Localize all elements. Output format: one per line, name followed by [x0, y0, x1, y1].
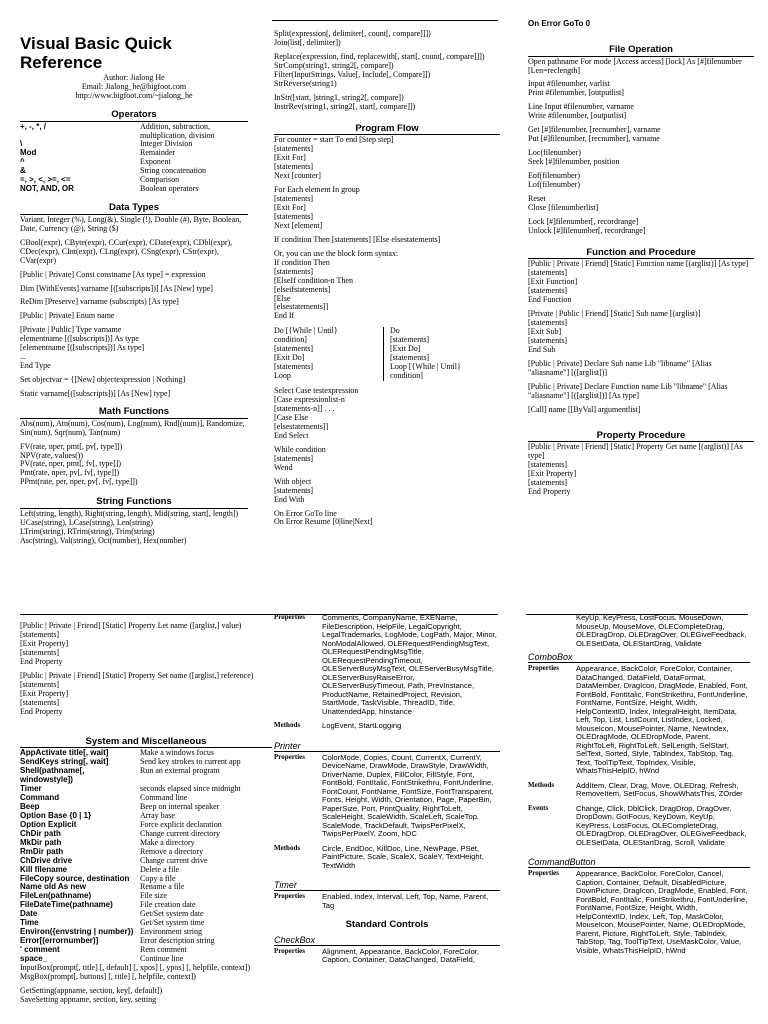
top-column-1: [20, 34, 248, 546]
bottom-column-2: [274, 614, 500, 971]
author-line: Author: Jialong He: [103, 73, 165, 83]
data-type-line: [Public | Private] Const constname [As type] = expression: [20, 269, 206, 279]
property-procedure-line: [statements]: [20, 679, 60, 689]
file-operation-line: Eof(filenumber): [528, 171, 580, 181]
operators-table: [20, 123, 248, 195]
do-loop-line: Loop: [274, 371, 291, 381]
program-flow-line: [elsestatements]]: [274, 302, 329, 312]
on-error-goto-0: On Error GoTo 0: [528, 19, 591, 28]
file-operation-line: Unlock [#]filenumber[, recordrange]: [528, 225, 646, 235]
do-loop-line: Loop [{While | Until}: [390, 362, 461, 372]
property-procedure-line: [Public | Private | Friend] [Static] Property Get name [(arglist)] [As type]: [528, 442, 743, 461]
do-loop-posttest: [390, 327, 500, 381]
file-operation-line: Close [filenumberlist]: [528, 202, 599, 212]
operator-description: Exponent: [140, 157, 171, 167]
system-description: Rename a file: [140, 882, 185, 892]
system-command: Date: [20, 909, 38, 919]
property-procedure-line: [Exit Property]: [20, 638, 69, 648]
data-type-line: Dim [WithEvents] varname [([subscripts])] [As [New] type]: [20, 283, 213, 293]
system-description: File creation date: [140, 900, 196, 910]
member-list: Alignment, Appearance, BackColor, ForeColor, Caption, Container, DataChanged, DataField,: [322, 946, 480, 965]
member-kind: Methods: [274, 721, 301, 729]
system-command: FileCopy source, destination: [20, 873, 130, 883]
program-flow-line: Next [element]: [274, 220, 323, 230]
system-command: space_: [20, 954, 48, 964]
file-operation-line: Print #filenumber, [outputlist]: [528, 88, 624, 98]
program-flow-line: On Error GoTo line: [274, 508, 337, 518]
data-types-list: [20, 216, 248, 399]
data-type-line: Variant, Integer (%), Long(&), Single (!), Double (#), Byte, Boolean, Date, Currency (@), String ($): [20, 214, 242, 233]
data-type-line: [elementname [([subscripts])] As type]: [20, 343, 145, 353]
combobox-table: [528, 665, 750, 853]
do-loop-line: [statements]: [390, 335, 430, 345]
program-flow-line: [statements]: [274, 211, 314, 221]
program-flow-line: [Case Else: [274, 412, 308, 422]
program-flow-line: [statements]: [274, 193, 314, 203]
file-operation-line: Loc(filenumber): [528, 148, 581, 158]
string-function-line: StrComp(string1, string2[, compare]): [274, 60, 394, 70]
standard-controls-heading: Standard Controls: [345, 919, 429, 931]
system-command: Shell(pathname[, windowstyle]): [20, 766, 85, 785]
property-procedure-line: [statements]: [20, 629, 60, 639]
file-operation-line: Lock [#]filenumber[, recordrange]: [528, 216, 639, 226]
member-kind: Methods: [528, 780, 555, 789]
property-procedure-heading: Property Procedure: [528, 431, 754, 443]
property-procedure-line: [statements]: [528, 460, 568, 470]
system-description: Change current directory: [140, 828, 220, 838]
member-kind: Properties: [274, 892, 305, 901]
do-loop-line: [statements]: [390, 353, 430, 363]
program-flow-line: [Exit For]: [274, 153, 306, 163]
function-procedure-line: [statements]: [528, 318, 568, 328]
file-operation-line: Open pathname For mode [Access access] [lock] As [#]filenumber [Len=reclength]: [528, 56, 742, 75]
system-description: Run an external program: [140, 766, 220, 776]
system-description: seconds elapsed since midnight: [140, 783, 241, 793]
property-procedure-line: End Property: [528, 487, 571, 497]
system-description: Array base: [140, 810, 175, 820]
page-title: Visual Basic Quick Reference: [20, 34, 172, 73]
data-type-line: [Public | Private] Enum name: [20, 311, 115, 321]
function-procedure-line: [Exit Function]: [528, 277, 578, 287]
member-kind: Properties: [528, 664, 559, 673]
file-operation-line: Line Input #filenumber, varname: [528, 102, 634, 112]
commandbutton-table: [528, 870, 750, 961]
math-functions-heading: Math Functions: [20, 407, 248, 419]
system-command: Beep: [20, 801, 40, 811]
events-continued-text: KeyUp, KeyPress, LostFocus, MouseDown, MouseUp, MouseMove, OLECompleteDrag, OLEDragDrop, OLEDragOver, OLEGiveFeedback, OLESetData, OLEStartDrag, Validate: [576, 613, 747, 648]
operator-symbol: ^: [20, 157, 25, 167]
operator-description: String concatenation: [140, 166, 206, 176]
string-function-line: Split(expression[, delimiter[, count[, compare]]]): [274, 29, 431, 38]
member-list: Appearance, BackColor, ForeColor, Container, DataChanged, DataField, DataFormat, DataMember, DragIcon, DragMode, Enabled, Font, FontBold, FontItalic, FontStrikethru, FontUnderline, FontName, FontSize, Height, Width, HelpContextID, Index, IntegralHeight, ItemData, Left, Top, List, ListCount, ListIndex, Locked, MouseIcon, MousePointer, Name, NewIndex, OLEDragMode, OLEDropMode, Parent, RightToLeft, RightToLeft, SelLength, SelStart, SelText, Sorted, Style, TabIndex, TabStop, Tag, Text, ToolTipText, TopIndex, Visible, WhatsThisHelpID, hWnd: [576, 664, 748, 776]
system-command: FileDateTime(pathname): [20, 900, 113, 910]
program-flow-line: [Case expressionlist-n: [274, 395, 345, 405]
system-command: Name old As new: [20, 882, 86, 892]
system-misc-heading: System and Miscellaneous: [20, 737, 272, 749]
data-type-line: ...: [20, 352, 26, 362]
operator-symbol: +, -, *, /: [20, 121, 47, 131]
program-flow-line: Next [counter]: [274, 171, 321, 181]
do-loop-line: condition]: [274, 335, 307, 345]
operator-symbol: NOT, AND, OR: [20, 184, 74, 194]
file-operation-line: Get [#]filenumber, [recnumber], varname: [528, 125, 661, 135]
system-description: Command line: [140, 792, 188, 802]
string-function-line: LTrim(string), RTrim(string), Trim(string): [20, 526, 155, 536]
program-flow-loops: [274, 136, 500, 321]
data-type-line: CBool(expr), CByte(expr), CCur(expr), CDate(expr), CDbl(expr), CDec(expr), CInt(expr), CLng(expr), CSng(expr), CStr(expr), CVar(expr): [20, 237, 233, 265]
combobox-heading: ComboBox: [528, 652, 750, 663]
program-flow-line: Or, you can use the block form syntax:: [274, 248, 399, 258]
function-procedure-line: [statements]: [528, 336, 568, 346]
string-function-line: InstrRev(string1, string2[, start[, compare]]): [274, 101, 416, 111]
operator-description: Comparison: [140, 175, 180, 185]
math-function-line: FV(rate, nper, pmt[, pv[, type]]): [20, 441, 123, 451]
math-function-line: Abs(num), Atn(num), Cos(num), Log(num), Rnd[(num)], Randomize, Sin(num), Sqr(num), Tan(num): [20, 418, 245, 437]
property-procedure-line: [Exit Property]: [20, 688, 69, 698]
system-command: RmDir path: [20, 846, 64, 856]
system-description: Make a windows focus: [140, 748, 214, 758]
member-list: Enabled, Index, Interval, Left, Top, Name, Parent, Tag: [322, 892, 489, 910]
program-flow-line: [statements]: [274, 485, 314, 495]
operator-description: Addition, subtraction, multiplication, division: [140, 121, 215, 140]
printer-table: [274, 754, 500, 877]
function-procedure-list: [528, 260, 754, 414]
system-description: Send key strokes to current app: [140, 757, 241, 767]
system-command: FileLen(pathname): [20, 891, 92, 901]
program-flow-line: [ElseIf condition-n Then: [274, 275, 353, 285]
string-function-line: StrReverse(string1): [274, 78, 337, 88]
property-procedure-line: End Property: [20, 656, 63, 666]
data-type-line: End Type: [20, 361, 51, 371]
system-command: Time: [20, 918, 39, 928]
dialog-settings-list: [20, 964, 272, 1005]
system-description: Beep on internal speaker: [140, 801, 220, 811]
property-procedure-line: [Public | Private | Friend] [Static] Property Let name ([arglist,] value): [20, 621, 242, 630]
timer-heading: Timer: [274, 880, 500, 891]
string-function-line: InStr([start, ]string1, string2[, compare]): [274, 92, 404, 102]
file-operation-list: [528, 58, 754, 236]
do-loop-line: Do: [390, 326, 400, 336]
member-kind: Methods: [274, 843, 301, 852]
column-2-top-rule: [272, 20, 498, 21]
file-operation-line: Put [#]filenumber, [recnumber], varname: [528, 134, 660, 144]
operator-symbol: Mod: [20, 148, 37, 158]
program-flow-line: [elseifstatements]: [274, 284, 331, 294]
system-command: MkDir path: [20, 837, 62, 847]
data-type-line: Set objectvar = {[New] objectexpression | Nothing}: [20, 375, 187, 385]
program-flow-line: End With: [274, 494, 305, 504]
member-kind: Properties: [274, 613, 305, 621]
member-kind: Properties: [274, 752, 305, 761]
system-command: SendKeys string[, wait]: [20, 757, 109, 767]
do-loop-line: [Exit Do]: [274, 353, 305, 363]
property-procedure-line: [Exit Property]: [528, 469, 577, 479]
do-loop-line: [Exit Do]: [390, 344, 421, 354]
file-operation-line: Reset: [528, 194, 546, 204]
bottom-column-1: [20, 622, 272, 1005]
member-list: ColorMode, Copies, Count, CurrentX, CurrentY, DeviceName, DrawMode, DrawStyle, DrawWidth, DriverName, Duplex, FillColor, FillStyle, Font, FontBold, FontItalic, FontStrikethru, FontUnderline, FontCount, FontName, FontSize, FontTransparent, Fonts, Height, Width, Orientation, Page, PaperBin, PaperSize, Port, PrintQuality, RightToLeft, ScaleHeight, ScaleWidth, ScaleLeft, ScaleTop, ScaleMode, TrackDefault, TwipsPerPixelX, TwipsPerPixelY, Zoom, hDC: [322, 752, 494, 839]
string-function-line: Join(list[, delimiter]): [274, 37, 341, 47]
program-flow-select: [274, 387, 500, 527]
operator-symbol: &: [20, 166, 26, 176]
math-function-line: PV(rate, nper, pmt[, fv[, type]]): [20, 459, 121, 469]
operator-description: Boolean operators: [140, 184, 199, 194]
program-flow-line: If condition Then: [274, 257, 330, 267]
property-procedure-line: [statements]: [528, 478, 568, 488]
program-flow-line: While condition: [274, 444, 326, 454]
system-description: File size: [140, 891, 167, 901]
member-list: Change, Click, DblClick, DragDrop, DragOver, DropDown, GotFocus, KeyDown, KeyUp, KeyPress, LostFocus, OLECompleteDrag, OLEDragDrop, OLEDragOver, OLEGiveFeedback, OLESetData, OLEStartDrag, Scroll, Validate: [576, 803, 747, 847]
file-operation-line: Input #filenumber, varlist: [528, 79, 610, 89]
program-flow-line: For Each element In group: [274, 185, 360, 195]
program-flow-line: End If: [274, 311, 295, 321]
function-procedure-line: [Exit Sub]: [528, 327, 562, 337]
string-functions-continued: [274, 30, 500, 112]
string-function-line: Left(string, length), Right(string, length), Mid(string, start[, length]): [20, 508, 239, 518]
operators-heading: Operators: [20, 110, 248, 122]
operator-description: Remainder: [140, 148, 176, 158]
member-list: LogEvent, StartLogging: [322, 721, 402, 730]
data-type-line: [Private | Public] Type varname: [20, 325, 122, 335]
math-function-line: Pmt(rate, nper, pv[, fv[, type]]): [20, 468, 120, 478]
member-list: Appearance, BackColor, ForeColor, Cancel, Caption, Container, Default, DisabledPicture, DownPicture, DragIcon, DragMode, Enabled, Font, FontBold, FontItalic, FontStrikethru, FontUnderline, FontName, FontSize, Height, Width, HelpContextID, Index, Left, Top, MaskColor, MouseIcon, MousePointer, Name, OLEDropMode, Parent, Picture, RightToLeft, Style, TabIndex, TabStop, Tag, ToolTipText, UseMaskColor, Value, Visible, WhatsThisHelpID, hWnd: [576, 869, 748, 955]
do-loop-line: [statements]: [274, 362, 314, 372]
system-description: Environment string: [140, 927, 202, 937]
url-line: http://www.bigfoot.com/~jialong_he: [75, 90, 193, 100]
property-procedure-line: [statements]: [20, 647, 60, 657]
string-functions-list: [20, 510, 248, 546]
member-list: Comments, CompanyName, EXEName, FileDescription, HelpFile, LegalCopyright, LegalTrademarks, LogMode, LogPath, Major, Minor, NonModalAllowed, OLERequestPendingMsgText, OLERequestPendingMsgTitle, OLERequestPendingTimeout, OLEServerBusyMsgText, OLEServerBusyMsgTitle, OLEServerBusyRaiseError, OLEServerBusyTimeout, Path, PrevInstance, ProductName, RetainedProject, Revision, StartMode, TaskVisible, ThreadID, Title, UnattendedApp, hInstance: [322, 613, 497, 716]
system-command: ChDrive drive: [20, 855, 73, 865]
function-procedure-line: [statements]: [528, 268, 568, 278]
math-functions-list: [20, 420, 248, 488]
operator-symbol: =, >, <, >=, <=: [20, 175, 71, 185]
system-description: Delete a file: [140, 864, 180, 874]
system-description: Get/Set system date: [140, 909, 204, 919]
operator-symbol: \: [20, 139, 23, 149]
program-flow-line: If condition Then [statements] [Else elsestatements]: [274, 234, 441, 244]
string-functions-heading: String Functions: [20, 497, 248, 509]
file-operation-line: Write #filenumber, [outputlist]: [528, 111, 627, 121]
system-command: Option Base {0 | 1}: [20, 810, 92, 820]
system-description: Force explicit declaration: [140, 819, 222, 829]
function-procedure-line: End Function: [528, 295, 572, 305]
function-procedure-line: [Public | Private | Friend] [Static] Function name [(arglist)] [As type]: [528, 259, 749, 269]
email-line: Email: Jialong_he@bigfoot.com: [81, 82, 187, 92]
property-procedure-line: [Public | Private | Friend] [Static] Property Set name ([arglist,] reference): [20, 670, 254, 680]
member-list: AddItem, Clear, Drag, Move, OLEDrag, Refresh, RemoveItem, SetFocus, ShowWhatsThis, ZOrder: [576, 780, 743, 799]
function-procedure-line: [Public | Private] Declare Sub name Lib "libname" [Alias "aliasname"] [([arglist])]: [528, 358, 712, 377]
file-operation-line: Seek [#]filenumber, position: [528, 157, 620, 167]
system-command: Environ({envstring | number}): [20, 927, 134, 937]
string-function-line: UCase(string), LCase(string), Len(string): [20, 517, 153, 527]
do-loop-line: Do [{While | Until}: [274, 326, 338, 336]
system-misc-table: [20, 749, 272, 964]
program-flow-line: [elsestatements]]: [274, 421, 329, 431]
system-command: Error[(errornumber)]: [20, 936, 99, 946]
system-description: Continue line: [140, 954, 184, 964]
dialog-function-line: InputBox(prompt[, title] [, default] [, xpos] [, ypos] [, helpfile, context]): [20, 963, 251, 973]
property-procedure-list: [528, 443, 754, 497]
member-kind: Properties: [274, 946, 305, 955]
system-description: Make a directory: [140, 837, 195, 847]
bottom-column-3: [528, 614, 750, 961]
dialog-function-line: GetSetting(appname, section, key[, default]): [20, 985, 163, 995]
system-description: Change current drive: [140, 855, 208, 865]
function-procedure-heading: Function and Procedure: [528, 248, 754, 260]
member-list: Circle, EndDoc, KillDoc, Line, NewPage, PSet, PaintPicture, Scale, ScaleX, ScaleY, TextHeight, TextWidth: [322, 843, 484, 870]
function-procedure-line: End Sub: [528, 345, 556, 355]
data-types-heading: Data Types: [20, 203, 248, 215]
file-operation-heading: File Operation: [528, 45, 754, 57]
bottom-col1-rule: [20, 614, 272, 615]
string-function-line: Filter(InputStrings, Value[, Include[, Compare]]): [274, 69, 431, 79]
system-command: ChDir path: [20, 828, 61, 838]
function-procedure-line: [Call] name [[ByVal] argumentlist]: [528, 404, 641, 414]
function-procedure-line: [Private | Public | Friend] [Static] Sub name [(arglist)]: [528, 309, 701, 319]
system-description: Error description string: [140, 936, 215, 946]
program-flow-line: On Error Resume [0|line|Next]: [274, 517, 373, 527]
top-column-3: [528, 20, 754, 497]
system-command: Option Explicit: [20, 819, 77, 829]
operator-description: Integer Division: [140, 139, 193, 149]
program-flow-line: [statements]: [274, 453, 314, 463]
program-flow-line: [Else: [274, 293, 291, 303]
data-type-line: Static varname[([subscripts])] [As [New] type]: [20, 389, 171, 399]
member-kind: Properties: [528, 869, 559, 878]
string-function-line: Replace(expression, find, replacewith[, start[, count[, compare]]]): [274, 51, 485, 61]
program-flow-line: [statements]: [274, 266, 314, 276]
file-operation-line: Lof(filenumber): [528, 180, 580, 190]
events-continued: [528, 614, 750, 648]
do-loop-line: [statements]: [274, 344, 314, 354]
program-flow-line: [statements]: [274, 144, 314, 154]
program-flow-line: [statements-n]] . . .: [274, 403, 335, 413]
math-function-line: PPmt(rate, per, nper, pv[, fv[, type]]): [20, 477, 138, 487]
program-flow-line: With object: [274, 476, 312, 486]
system-command: ' comment: [20, 945, 60, 955]
program-flow-heading: Program Flow: [274, 124, 500, 136]
dialog-function-line: MsgBox(prompt[, buttons] [, title] [, helpfile, context]): [20, 971, 196, 981]
system-command: Kill filename: [20, 864, 68, 874]
data-type-line: ReDim [Preserve] varname (subscripts) [As type]: [20, 297, 179, 307]
system-command: Command: [20, 792, 60, 802]
program-flow-line: Wend: [274, 462, 293, 472]
property-procedure-line: [statements]: [20, 697, 60, 707]
function-procedure-line: [statements]: [528, 286, 568, 296]
system-description: Remove a directory: [140, 846, 204, 856]
property-let-set-list: [20, 622, 272, 717]
string-function-line: Asc(string), Val(string), Oct(number), Hex(number): [20, 535, 187, 545]
program-flow-line: Select Case testexpression: [274, 386, 359, 396]
system-description: Copy a file: [140, 873, 176, 883]
do-loop-pretest: [274, 327, 384, 381]
checkbox-heading: CheckBox: [274, 935, 500, 946]
math-function-line: NPV(rate, values()): [20, 450, 84, 460]
system-command: AppActivate title[, wait]: [20, 748, 109, 758]
function-procedure-line: [Public | Private] Declare Function name Lib "libname" [Alias "aliasname"] [([arglist])] [As type]: [528, 381, 728, 400]
property-procedure-line: End Property: [20, 706, 63, 716]
dialog-function-line: SaveSetting appname, section, key, setting: [20, 994, 157, 1004]
printer-heading: Printer: [274, 741, 500, 752]
data-type-line: elementname [([subscripts])] As type: [20, 334, 139, 344]
top-column-2: [274, 30, 500, 527]
app-object-table: [274, 614, 500, 737]
checkbox-table: [274, 948, 500, 971]
commandbutton-heading: CommandButton: [528, 857, 750, 868]
member-kind: Events: [528, 803, 549, 812]
do-loop-forms: [274, 327, 500, 381]
system-command: Timer: [20, 783, 42, 793]
do-loop-line: condition]: [390, 371, 423, 381]
program-flow-line: End Select: [274, 430, 309, 440]
program-flow-line: [statements]: [274, 162, 314, 172]
system-description: Get/Set system time: [140, 918, 205, 928]
timer-table: [274, 893, 500, 916]
program-flow-line: [Exit For]: [274, 202, 306, 212]
program-flow-line: For counter = start To end [Step step]: [274, 135, 394, 145]
system-description: Rem comment: [140, 945, 187, 955]
